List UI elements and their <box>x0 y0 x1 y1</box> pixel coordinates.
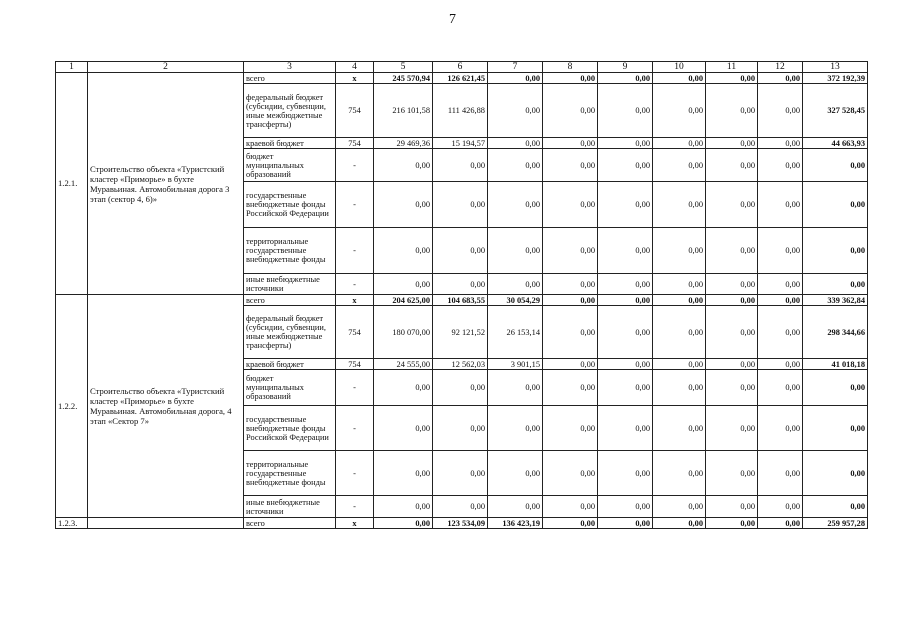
amount-cell: 0,00 <box>543 149 598 182</box>
amount-cell: 0,00 <box>653 228 706 274</box>
amount-cell: 0,00 <box>803 274 868 295</box>
amount-cell: 0,00 <box>433 406 488 451</box>
column-4-value: 754 <box>336 138 374 149</box>
row-code: 1.2.2. <box>56 295 88 518</box>
amount-cell: 24 555,00 <box>374 359 433 370</box>
amount-cell: 0,00 <box>543 295 598 306</box>
amount-cell: 0,00 <box>653 406 706 451</box>
amount-cell: 0,00 <box>543 274 598 295</box>
amount-cell: 0,00 <box>803 182 868 228</box>
column-4-value: - <box>336 228 374 274</box>
amount-cell: 0,00 <box>706 73 758 84</box>
amount-cell: 0,00 <box>598 496 653 518</box>
amount-cell: 0,00 <box>433 370 488 406</box>
funding-source: бюджет муниципальных образований <box>244 370 336 406</box>
funding-source: краевой бюджет <box>244 138 336 149</box>
column-4-value: 754 <box>336 359 374 370</box>
table-row <box>56 295 868 306</box>
amount-cell: 0,00 <box>598 370 653 406</box>
amount-cell: 0,00 <box>374 370 433 406</box>
column-4-value: - <box>336 274 374 295</box>
object-name: Строительство объекта «Туристский кластер «Приморье» в бухте Муравьиная. Автомобильная дорога 3 этап (сектор 4, 6)» <box>88 73 244 295</box>
funding-source: всего <box>244 73 336 84</box>
amount-cell: 0,00 <box>488 274 543 295</box>
amount-cell: 29 469,36 <box>374 138 433 149</box>
amount-cell: 111 426,88 <box>433 84 488 138</box>
amount-cell: 0,00 <box>543 496 598 518</box>
amount-cell: 0,00 <box>653 306 706 359</box>
amount-cell: 0,00 <box>374 149 433 182</box>
column-header-5: 5 <box>374 62 433 73</box>
amount-cell: 0,00 <box>758 84 803 138</box>
amount-cell: 0,00 <box>653 518 706 529</box>
amount-cell: 0,00 <box>653 182 706 228</box>
amount-cell: 0,00 <box>433 274 488 295</box>
column-header-9: 9 <box>598 62 653 73</box>
amount-cell: 0,00 <box>488 406 543 451</box>
amount-cell: 0,00 <box>653 295 706 306</box>
amount-cell: 15 194,57 <box>433 138 488 149</box>
column-header-6: 6 <box>433 62 488 73</box>
amount-cell: 0,00 <box>653 149 706 182</box>
amount-cell: 298 344,66 <box>803 306 868 359</box>
amount-cell: 0,00 <box>758 73 803 84</box>
amount-cell: 216 101,58 <box>374 84 433 138</box>
column-4-value: 754 <box>336 306 374 359</box>
amount-cell: 0,00 <box>598 73 653 84</box>
amount-cell: 0,00 <box>758 306 803 359</box>
amount-cell: 259 957,28 <box>803 518 868 529</box>
amount-cell: 0,00 <box>653 84 706 138</box>
amount-cell: 0,00 <box>374 182 433 228</box>
amount-cell: 0,00 <box>598 138 653 149</box>
column-header-3: 3 <box>244 62 336 73</box>
amount-cell: 41 018,18 <box>803 359 868 370</box>
object-name: Строительство объекта «Туристский кластер «Приморье» в бухте Муравьиная. Автомобильная дорога, 4 этап «Сектор 7» <box>88 295 244 518</box>
amount-cell: 0,00 <box>758 295 803 306</box>
amount-cell: 0,00 <box>758 451 803 496</box>
column-header-2: 2 <box>88 62 244 73</box>
column-header-7: 7 <box>488 62 543 73</box>
amount-cell: 0,00 <box>758 182 803 228</box>
column-4-value: - <box>336 451 374 496</box>
amount-cell: 0,00 <box>758 138 803 149</box>
column-4-value: х <box>336 295 374 306</box>
amount-cell: 0,00 <box>374 228 433 274</box>
amount-cell: 0,00 <box>653 370 706 406</box>
amount-cell: 245 570,94 <box>374 73 433 84</box>
amount-cell: 0,00 <box>488 370 543 406</box>
column-4-value: - <box>336 406 374 451</box>
amount-cell: 0,00 <box>374 406 433 451</box>
amount-cell: 0,00 <box>706 149 758 182</box>
amount-cell: 0,00 <box>598 274 653 295</box>
funding-source: иные внебюджетные источники <box>244 496 336 518</box>
amount-cell: 0,00 <box>706 182 758 228</box>
amount-cell: 0,00 <box>758 370 803 406</box>
amount-cell: 0,00 <box>706 370 758 406</box>
amount-cell: 0,00 <box>803 228 868 274</box>
amount-cell: 0,00 <box>543 228 598 274</box>
amount-cell: 0,00 <box>758 406 803 451</box>
amount-cell: 0,00 <box>598 359 653 370</box>
amount-cell: 0,00 <box>488 149 543 182</box>
amount-cell: 0,00 <box>598 182 653 228</box>
amount-cell: 0,00 <box>374 518 433 529</box>
amount-cell: 104 683,55 <box>433 295 488 306</box>
column-4-value: - <box>336 182 374 228</box>
amount-cell: 92 121,52 <box>433 306 488 359</box>
amount-cell: 0,00 <box>706 138 758 149</box>
amount-cell: 0,00 <box>598 149 653 182</box>
column-header-12: 12 <box>758 62 803 73</box>
amount-cell: 0,00 <box>803 406 868 451</box>
funding-source: государственные внебюджетные фонды Российской Федерации <box>244 406 336 451</box>
amount-cell: 0,00 <box>706 359 758 370</box>
amount-cell: 0,00 <box>433 451 488 496</box>
column-4-value: - <box>336 496 374 518</box>
column-header-4: 4 <box>336 62 374 73</box>
amount-cell: 0,00 <box>598 451 653 496</box>
page-number: 7 <box>449 12 456 27</box>
row-code: 1.2.3. <box>56 518 88 529</box>
amount-cell: 30 054,29 <box>488 295 543 306</box>
amount-cell: 0,00 <box>543 451 598 496</box>
amount-cell: 0,00 <box>488 451 543 496</box>
amount-cell: 0,00 <box>706 518 758 529</box>
budget-table <box>55 61 868 529</box>
amount-cell: 0,00 <box>803 496 868 518</box>
amount-cell: 0,00 <box>543 518 598 529</box>
amount-cell: 12 562,03 <box>433 359 488 370</box>
amount-cell: 372 192,39 <box>803 73 868 84</box>
amount-cell: 0,00 <box>706 406 758 451</box>
amount-cell: 0,00 <box>758 518 803 529</box>
header-row <box>56 62 868 73</box>
funding-source: государственные внебюджетные фонды Российской Федерации <box>244 182 336 228</box>
amount-cell: 339 362,84 <box>803 295 868 306</box>
funding-source: федеральный бюджет (субсидии, субвенции, иные межбюджетные трансферты) <box>244 84 336 138</box>
amount-cell: 0,00 <box>598 306 653 359</box>
amount-cell: 0,00 <box>433 496 488 518</box>
column-4-value: - <box>336 149 374 182</box>
column-4-value: х <box>336 518 374 529</box>
amount-cell: 3 901,15 <box>488 359 543 370</box>
amount-cell: 0,00 <box>758 496 803 518</box>
funding-source: всего <box>244 295 336 306</box>
amount-cell: 123 534,09 <box>433 518 488 529</box>
amount-cell: 0,00 <box>488 73 543 84</box>
amount-cell: 0,00 <box>433 149 488 182</box>
row-code: 1.2.1. <box>56 73 88 295</box>
amount-cell: 0,00 <box>706 274 758 295</box>
amount-cell: 44 663,93 <box>803 138 868 149</box>
amount-cell: 0,00 <box>598 228 653 274</box>
funding-source: бюджет муниципальных образований <box>244 149 336 182</box>
amount-cell: 0,00 <box>374 274 433 295</box>
amount-cell: 0,00 <box>706 84 758 138</box>
amount-cell: 0,00 <box>598 295 653 306</box>
amount-cell: 0,00 <box>706 295 758 306</box>
amount-cell: 0,00 <box>758 274 803 295</box>
column-4-value: - <box>336 370 374 406</box>
column-4-value: х <box>336 73 374 84</box>
funding-source: федеральный бюджет (субсидии, субвенции, иные межбюджетные трансферты) <box>244 306 336 359</box>
column-header-1: 1 <box>56 62 88 73</box>
amount-cell: 0,00 <box>598 84 653 138</box>
funding-source: территориальные государственные внебюджетные фонды <box>244 451 336 496</box>
column-header-8: 8 <box>543 62 598 73</box>
amount-cell: 0,00 <box>653 451 706 496</box>
amount-cell: 204 625,00 <box>374 295 433 306</box>
amount-cell: 0,00 <box>758 359 803 370</box>
funding-source: краевой бюджет <box>244 359 336 370</box>
amount-cell: 0,00 <box>543 138 598 149</box>
amount-cell: 0,00 <box>543 73 598 84</box>
amount-cell: 0,00 <box>488 182 543 228</box>
amount-cell: 0,00 <box>803 149 868 182</box>
amount-cell: 126 621,45 <box>433 73 488 84</box>
funding-source: территориальные государственные внебюджетные фонды <box>244 228 336 274</box>
amount-cell: 0,00 <box>706 306 758 359</box>
amount-cell: 0,00 <box>653 73 706 84</box>
amount-cell: 0,00 <box>543 84 598 138</box>
amount-cell: 136 423,19 <box>488 518 543 529</box>
column-header-11: 11 <box>706 62 758 73</box>
amount-cell: 0,00 <box>433 228 488 274</box>
funding-source: иные внебюджетные источники <box>244 274 336 295</box>
amount-cell: 0,00 <box>488 496 543 518</box>
table-row <box>56 518 868 529</box>
amount-cell: 0,00 <box>653 359 706 370</box>
amount-cell: 180 070,00 <box>374 306 433 359</box>
amount-cell: 0,00 <box>374 496 433 518</box>
amount-cell: 0,00 <box>598 518 653 529</box>
amount-cell: 0,00 <box>706 451 758 496</box>
funding-source: всего <box>244 518 336 529</box>
amount-cell: 0,00 <box>653 274 706 295</box>
amount-cell: 0,00 <box>374 451 433 496</box>
amount-cell: 0,00 <box>598 406 653 451</box>
object-name <box>88 518 244 529</box>
amount-cell: 0,00 <box>543 359 598 370</box>
amount-cell: 0,00 <box>488 138 543 149</box>
amount-cell: 0,00 <box>758 149 803 182</box>
amount-cell: 0,00 <box>488 228 543 274</box>
amount-cell: 0,00 <box>543 406 598 451</box>
amount-cell: 0,00 <box>803 370 868 406</box>
column-header-10: 10 <box>653 62 706 73</box>
amount-cell: 0,00 <box>758 228 803 274</box>
amount-cell: 26 153,14 <box>488 306 543 359</box>
amount-cell: 327 528,45 <box>803 84 868 138</box>
amount-cell: 0,00 <box>653 496 706 518</box>
amount-cell: 0,00 <box>488 84 543 138</box>
amount-cell: 0,00 <box>706 496 758 518</box>
amount-cell: 0,00 <box>653 138 706 149</box>
table-row <box>56 73 868 84</box>
column-4-value: 754 <box>336 84 374 138</box>
amount-cell: 0,00 <box>543 182 598 228</box>
amount-cell: 0,00 <box>543 306 598 359</box>
amount-cell: 0,00 <box>803 451 868 496</box>
amount-cell: 0,00 <box>433 182 488 228</box>
column-header-13: 13 <box>803 62 868 73</box>
amount-cell: 0,00 <box>543 370 598 406</box>
amount-cell: 0,00 <box>706 228 758 274</box>
